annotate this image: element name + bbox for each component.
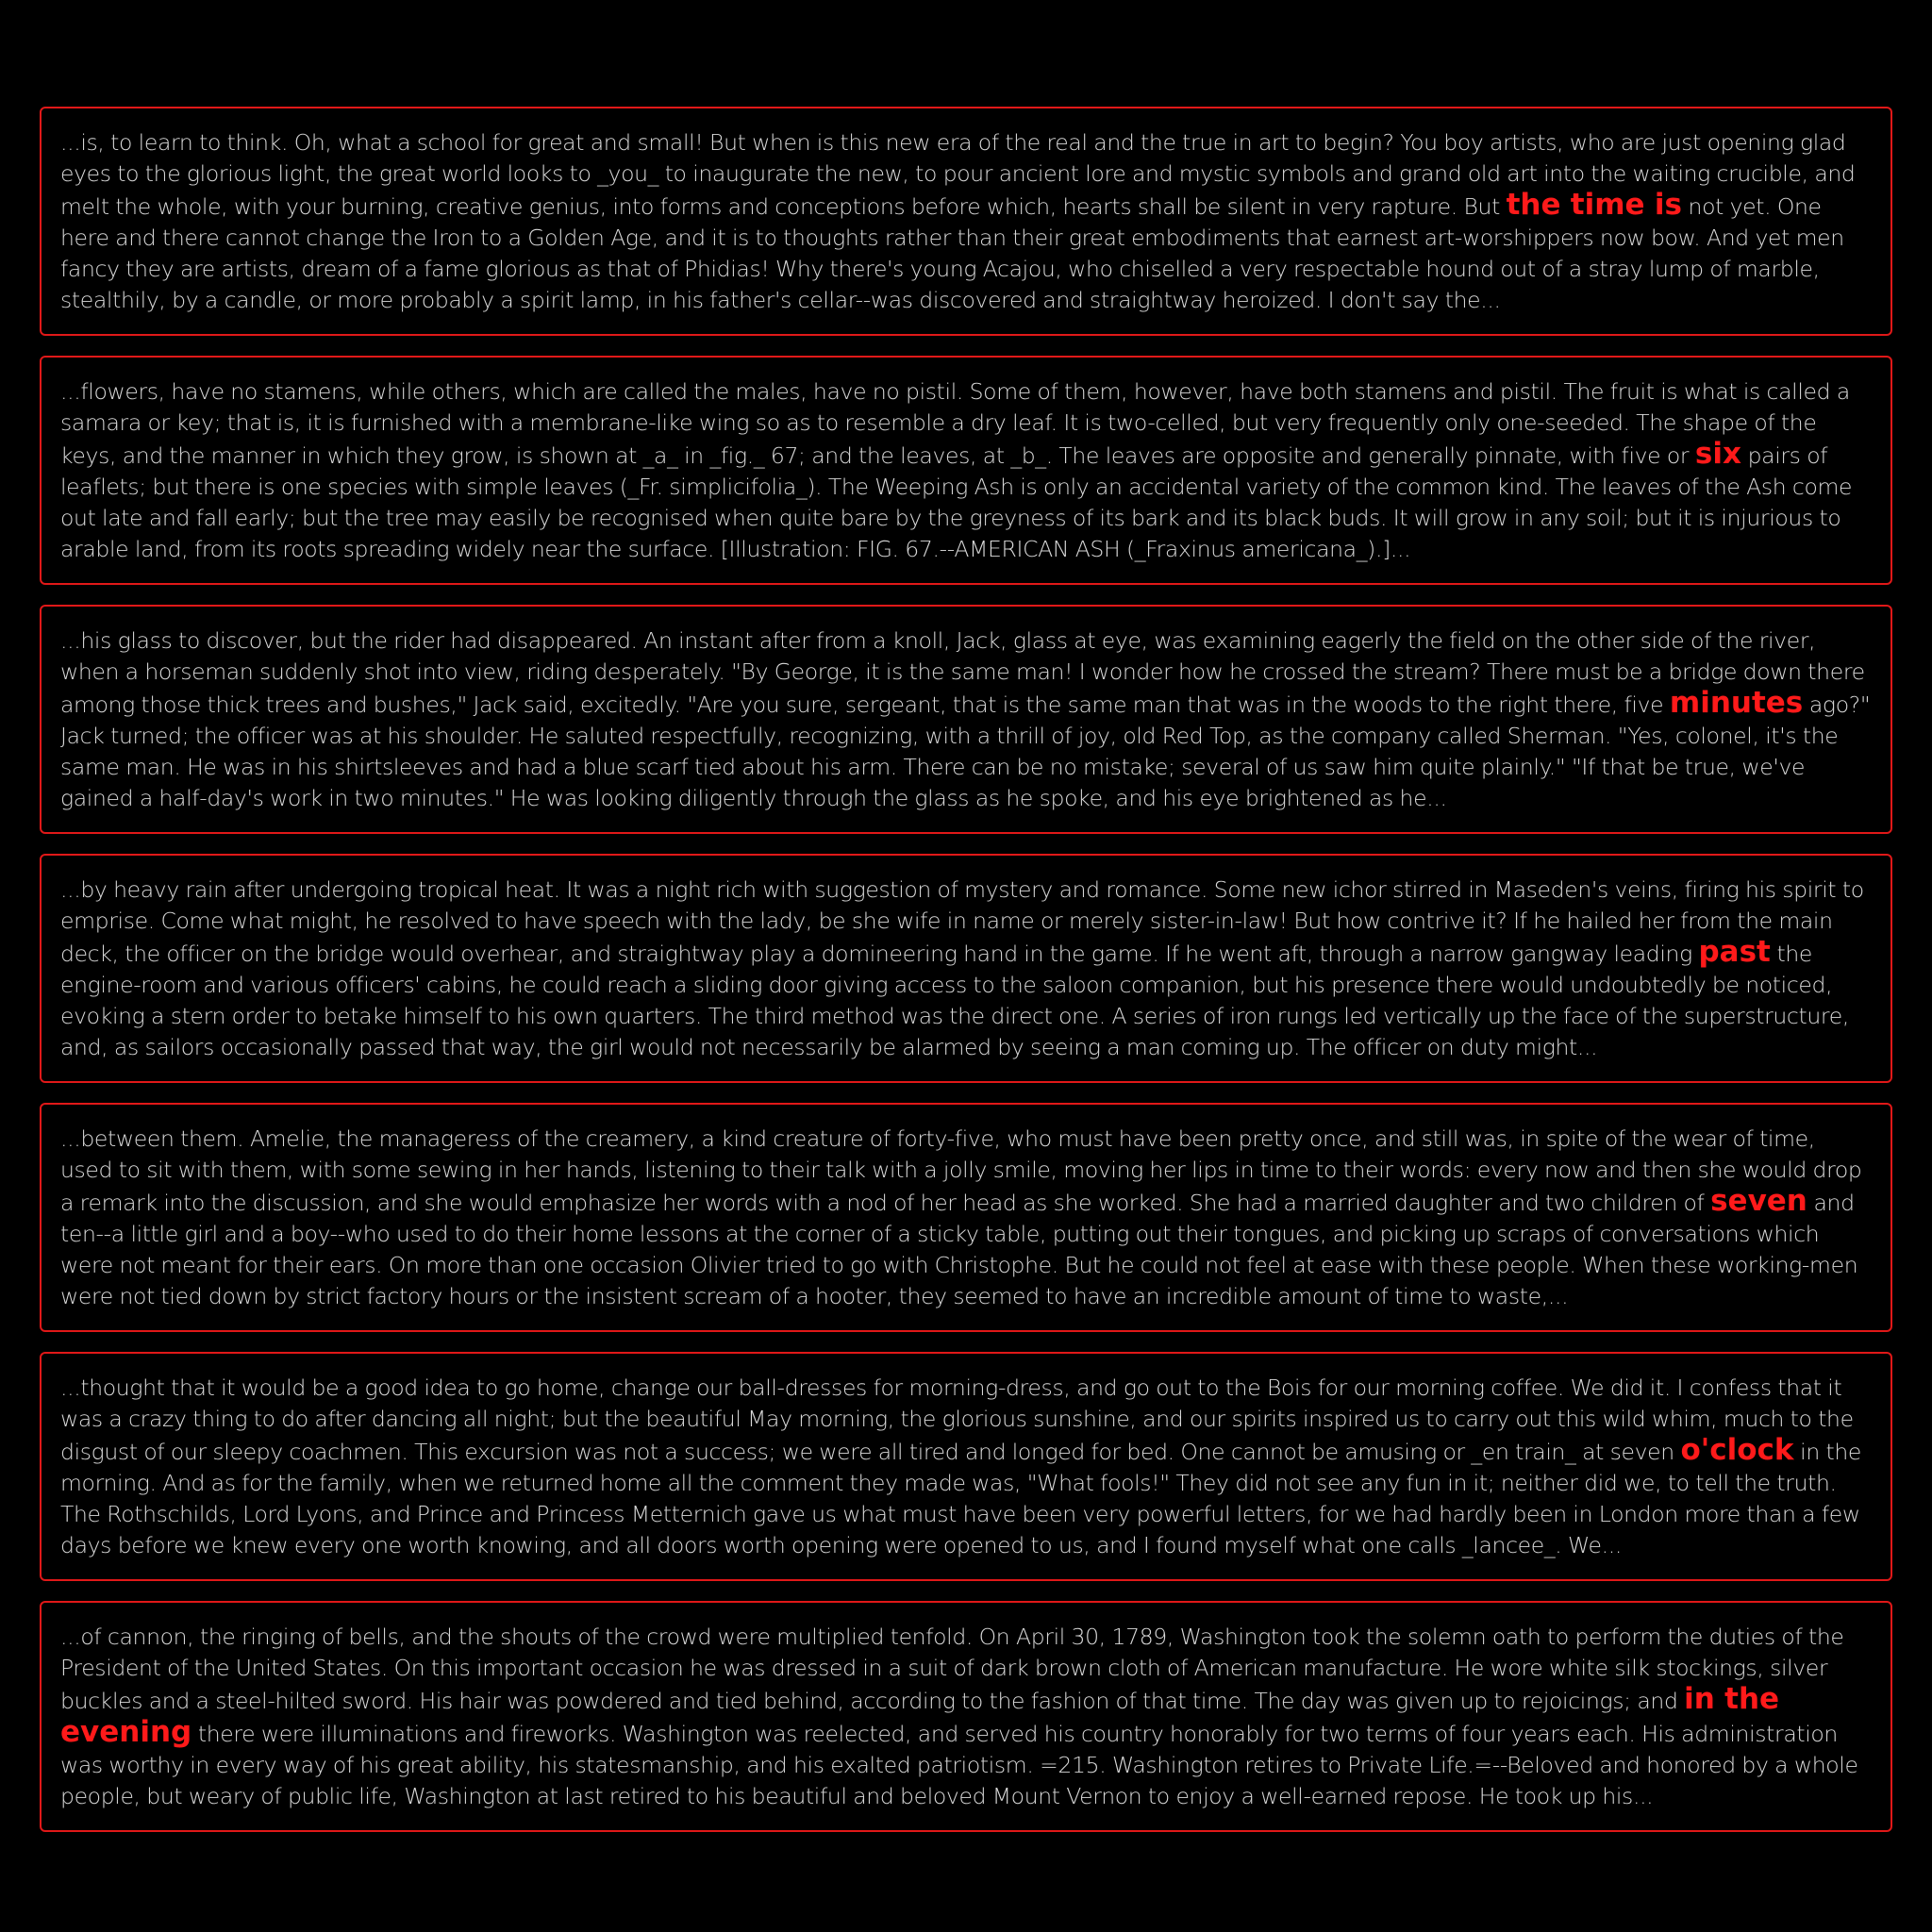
passage-text-before: ...by heavy rain after undergoing tropical heat. It was a night rich with suggestion of mystery and romance. Some new ichor stirred in Maseden's veins, firing his spirit to emprise. Come what might, he resolved to have speech with the lady, be she wife in name or merely sister-in-law! But how contrive it? If he hailed her from the main deck, the officer on the bridge would overhear, and straightway play a domineering hand in the game. If he went aft, through a narrow gangway leading	[60, 876, 1864, 967]
passage-text-before: ...is, to learn to think. Oh, what a school for great and small! But when is this new era of the real and the true in art to begin? You boy artists, who are just opening glad eyes to the glorious light, the great world looks to _you_ to inaugurate the new, to pour ancient lore and mystic symbols and grand old art into the waiting crucible, and melt the whole, with your burning, creative genius, into forms and conceptions before which, hearts shall be silent in very rapture. But	[60, 129, 1856, 220]
passage-text-after: not yet. One here and there cannot change the Iron to a Golden Age, and it is to thoughts rather than their great embodiments that earnest art-worshippers now bow. And yet men fancy they are artists, dream of a fame glorious as that of Phidias! Why there's young Acajou, who chiselled a very respectable hound out of a stray lump of marble, stealthily, by a candle, or more probably a spirit lamp, in his father's cellar--was discovered and straightway heroized. I don't say the...	[60, 193, 1844, 313]
highlight-phrase: six	[1694, 437, 1741, 471]
highlight-phrase: in the evening	[60, 1682, 1780, 1749]
passage-card-1	[40, 107, 1892, 336]
passage-text-after: ago?" Jack turned; the officer was at his shoulder. He saluted respectfully, recognizing, with a thrill of joy, old Red Top, as the company called Sherman. "Yes, colonel, it's the same man. He was in his shirtsleeves and had a blue scarf tied about his arm. There can be no mistake; several of us saw him quite plainly." "If that be true, we've gained a half-day's work in two minutes." He was looking diligently through the glass as he spoke, and his eye brightened as he...	[60, 691, 1871, 811]
highlight-phrase: past	[1698, 935, 1771, 969]
passage-text-after: there were illuminations and fireworks. Washington was reelected, and served his country honorably for two terms of four years each. His administration was worthy in every way of his great ability, his statesmanship, and his exalted patriotism. =215. Washington retires to Private Life.=--Beloved and honored by a whole people, but weary of public life, Washington at last retired to his beautiful and beloved Mount Vernon to enjoy a well-earned repose. He took up his...	[60, 1721, 1858, 1809]
passage-text-before: ...between them. Amelie, the manageress of the creamery, a kind creature of forty-five, who must have been pretty once, and still was, in spite of the wear of time, used to sit with them, with some sewing in her hands, listening to their talk with a jolly smile, moving her lips in time to their words: every now and then she would drop a remark into the discussion, and she would emphasize her words with a nod of her head as she worked. She had a married daughter and two children of	[60, 1125, 1862, 1216]
passage-card-5	[40, 1103, 1892, 1332]
passage-text	[60, 376, 1872, 565]
passage-text	[60, 1373, 1872, 1561]
passage-text-before: ...thought that it would be a good idea to go home, change our ball-dresses for morning-dress, and go out to the Bois for our morning coffee. We did it. I confess that it was a crazy thing to do after dancing all night; but the beautiful May morning, the glorious sunshine, and our spirits inspired us to carry out this wild whim, much to the disgust of our sleepy coachmen. This excursion was not a success; we were all tired and longed for bed. One cannot be amusing or _en train_ at seven	[60, 1374, 1854, 1465]
passage-text-after: in the morning. And as for the family, when we returned home all the comment they made was, "What fools!" They did not see any fun in it; neither did we, to tell the truth. The Rothschilds, Lord Lyons, and Prince and Princess Metternich gave us what must have been very powerful letters, for we had hardly been in London more than a few days before we knew every one worth knowing, and all doors worth opening were opened to us, and I found myself what one calls _lancee_. We...	[60, 1439, 1862, 1558]
passage-text-after: and ten--a little girl and a boy--who used to do their home lessons at the corner of a sticky table, putting out their tongues, and picking up scraps of conversations which were not meant for their ears. On more than one occasion Olivier tried to go with Christophe. But he could not feel at ease with these people. When these working-men were not tied down by strict factory hours or the insistent scream of a hooter, they seemed to have an incredible amount of time to waste,...	[60, 1190, 1858, 1309]
highlight-phrase: minutes	[1669, 686, 1804, 720]
passage-list	[40, 107, 1892, 1852]
passage-text	[60, 874, 1872, 1063]
passage-card-6	[40, 1352, 1892, 1581]
passage-card-3	[40, 605, 1892, 834]
highlight-phrase: o'clock	[1680, 1433, 1794, 1467]
passage-text-before: ...of cannon, the ringing of bells, and the shouts of the crowd were multiplied tenfold. On April 30, 1789, Washington took the solemn oath to perform the duties of the President of the United States. On this important occasion he was dressed in a suit of dark brown cloth of American manufacture. He wore white silk stockings, silver buckles and a steel-hilted sword. His hair was powdered and tied behind, according to the fashion of that time. The day was given up to rejoicings; and	[60, 1624, 1844, 1714]
passage-card-7	[40, 1601, 1892, 1832]
passage-text	[60, 625, 1872, 814]
passage-text-before: ...his glass to discover, but the rider had disappeared. An instant after from a knoll, Jack, glass at eye, was examining eagerly the field on the other side of the river, when a horseman suddenly shot into view, riding desperately. "By George, it is the same man! I wonder how he crossed the stream? There must be a bridge down there among those thick trees and bushes," Jack said, excitedly. "Are you sure, sergeant, that is the same man that was in the woods to the right there, five	[60, 627, 1865, 718]
passage-text	[60, 1124, 1872, 1312]
highlight-phrase: seven	[1710, 1184, 1807, 1218]
passage-card-2	[40, 356, 1892, 585]
passage-card-4	[40, 854, 1892, 1083]
passage-text	[60, 127, 1872, 316]
highlight-phrase: the time is	[1506, 188, 1682, 222]
passage-text	[60, 1622, 1872, 1812]
passage-text-after: pairs of leaflets; but there is one species with simple leaves (_Fr. simplicifolia_). The Weeping Ash is only an accidental variety of the common kind. The leaves of the Ash come out late and fall early; but the tree may easily be recognised when quite bare by the greyness of its bark and its black buds. It will grow in any soil; but it is injurious to arable land, from its roots spreading widely near the surface. [Illustration: FIG. 67.--AMERICAN ASH (_Fraxinus americana_).]...	[60, 442, 1853, 562]
passage-text-before: ...flowers, have no stamens, while others, which are called the males, have no pistil. Some of them, however, have both stamens and pistil. The fruit is what is called a samara or key; that is, it is furnished with a membrane-like wing so as to resemble a dry leaf. It is two-celled, but very frequently only one-seeded. The shape of the keys, and the manner in which they grow, is shown at _a_ in _fig._ 67; and the leaves, at _b_. The leaves are opposite and generally pinnate, with five or	[60, 378, 1850, 469]
passage-text-after: the engine-room and various officers' cabins, he could reach a sliding door giving access to the saloon companion, but his presence there would undoubtedly be noticed, evoking a stern order to betake himself to his own quarters. The third method was the direct one. A series of iron rungs led vertically up the face of the superstructure, and, as sailors occasionally passed that way, the girl would not necessarily be alarmed by seeing a man coming up. The officer on duty might...	[60, 941, 1849, 1060]
